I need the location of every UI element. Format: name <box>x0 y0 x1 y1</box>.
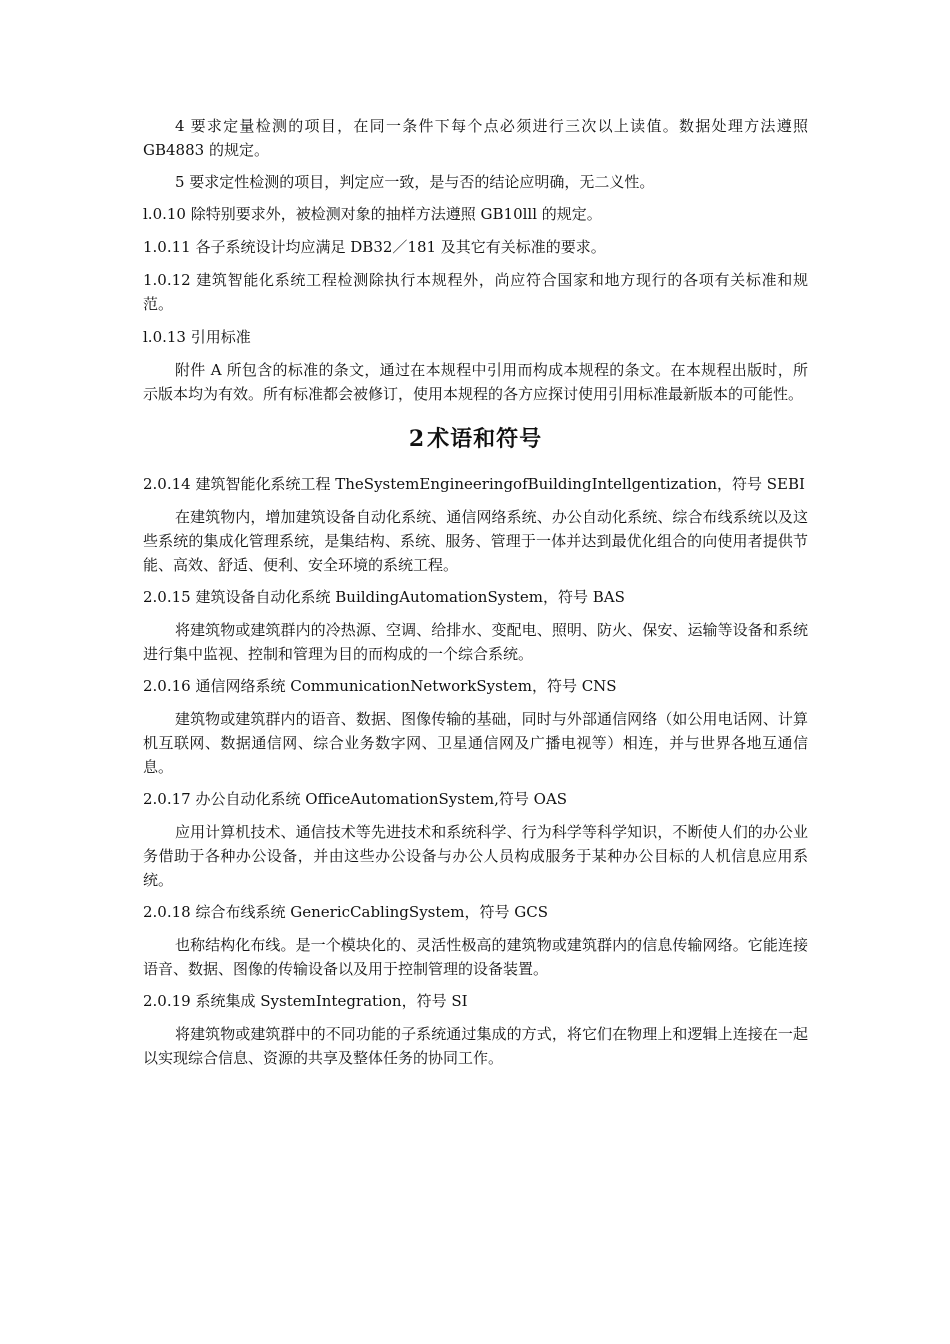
clause-text: 各子系统设计均应满足 DB32／181 及其它有关标准的要求。 <box>195 238 606 256</box>
definition-sebi: 在建筑物内，增加建筑设备自动化系统、通信网络系统、办公自动化系统、综合布线系统以及这些系统的集成化管理系统，是集结构、系统、服务、管理于一体并达到最优化组合的向使用者提供节能、高效、舒适、便利、安全环境的系统工程。 <box>143 508 808 574</box>
clause-1-0-12 <box>143 268 808 316</box>
definition-cns: 建筑物或建筑群内的语音、数据、图像传输的基础，同时与外部通信网络（如公用电话网、计算机互联网、数据通信网、综合业务数字网、卫星通信网及广播电视等）相连，并与世界各地互通信息。 <box>143 710 808 776</box>
clause-2-0-15 <box>143 585 808 609</box>
clause-text: 建筑设备自动化系统 BuildingAutomationSystem，符号 BAS <box>195 588 625 606</box>
clause-text: 办公自动化系统 OfficeAutomationSystem,符号 OAS <box>195 790 568 808</box>
clause-text: 建筑智能化系统工程 TheSystemEngineeringofBuildingIntellgentization，符号 SEBI <box>195 475 805 493</box>
clause-2-0-19 <box>143 989 808 1013</box>
clause-1-0-10 <box>143 202 808 226</box>
clause-text: 除特别要求外，被检测对象的抽样方法遵照 GB10lll 的规定。 <box>190 205 602 223</box>
document-page <box>143 114 808 1078</box>
clause-number: 1.0.11 <box>143 238 191 256</box>
chapter-heading <box>143 424 808 454</box>
clause-number: 2.0.17 <box>143 790 191 808</box>
clause-number: 2.0.14 <box>143 475 191 493</box>
clause-1-0-11 <box>143 235 808 259</box>
paragraph-item-4: 4 要求定量检测的项目，在同一条件下每个点必须进行三次以上读值。数据处理方法遵照 GB4883 的规定。 <box>143 117 808 159</box>
clause-1-0-13 <box>143 325 808 349</box>
clause-2-0-18 <box>143 900 808 924</box>
clause-number: 1.0.12 <box>143 271 191 289</box>
clause-number: l.0.10 <box>143 205 186 223</box>
clause-number: 2.0.18 <box>143 903 191 921</box>
clause-number: 2.0.15 <box>143 588 191 606</box>
definition-gcs: 也称结构化布线。是一个模块化的、灵活性极高的建筑物或建筑群内的信息传输网络。它能连接语音、数据、图像的传输设备以及用于控制管理的设备装置。 <box>143 936 808 978</box>
paragraph-item-5: 5 要求定性检测的项目，判定应一致，是与否的结论应明确，无二义性。 <box>175 173 655 191</box>
chapter-number: 2 <box>408 426 426 452</box>
clause-2-0-14 <box>143 472 808 496</box>
definition-oas: 应用计算机技术、通信技术等先进技术和系统科学、行为科学等科学知识，不断使人们的办公业务借助于各种办公设备，并由这些办公设备与办公人员构成服务于某种办公目标的人机信息应用系统。 <box>143 823 808 889</box>
definition-si: 将建筑物或建筑群中的不同功能的子系统通过集成的方式，将它们在物理上和逻辑上连接在一起以实现综合信息、资源的共享及整体任务的协同工作。 <box>143 1025 808 1067</box>
clause-text: 引用标准 <box>190 328 251 346</box>
chapter-title: 术语和符号 <box>427 426 543 452</box>
clause-text: 通信网络系统 CommunicationNetworkSystem，符号 CNS <box>195 677 617 695</box>
clause-number: 2.0.16 <box>143 677 191 695</box>
clause-number: 2.0.19 <box>143 992 191 1010</box>
clause-2-0-16 <box>143 674 808 698</box>
clause-number: l.0.13 <box>143 328 186 346</box>
clause-text: 系统集成 SystemIntegration，符号 SI <box>195 992 468 1010</box>
clause-2-0-17 <box>143 787 808 811</box>
clause-text: 建筑智能化系统工程检测除执行本规程外，尚应符合国家和地方现行的各项有关标准和规范。 <box>143 271 808 313</box>
paragraph-appendix-a: 附件 A 所包含的标准的条文，通过在本规程中引用而构成本规程的条文。在本规程出版时，所示版本均为有效。所有标准都会被修订，使用本规程的各方应探讨使用引用标准最新版本的可能性。 <box>143 361 808 403</box>
clause-text: 综合布线系统 GenericCablingSystem，符号 GCS <box>195 903 548 921</box>
definition-bas: 将建筑物或建筑群内的冷热源、空调、给排水、变配电、照明、防火、保安、运输等设备和系统进行集中监视、控制和管理为目的而构成的一个综合系统。 <box>143 621 808 663</box>
